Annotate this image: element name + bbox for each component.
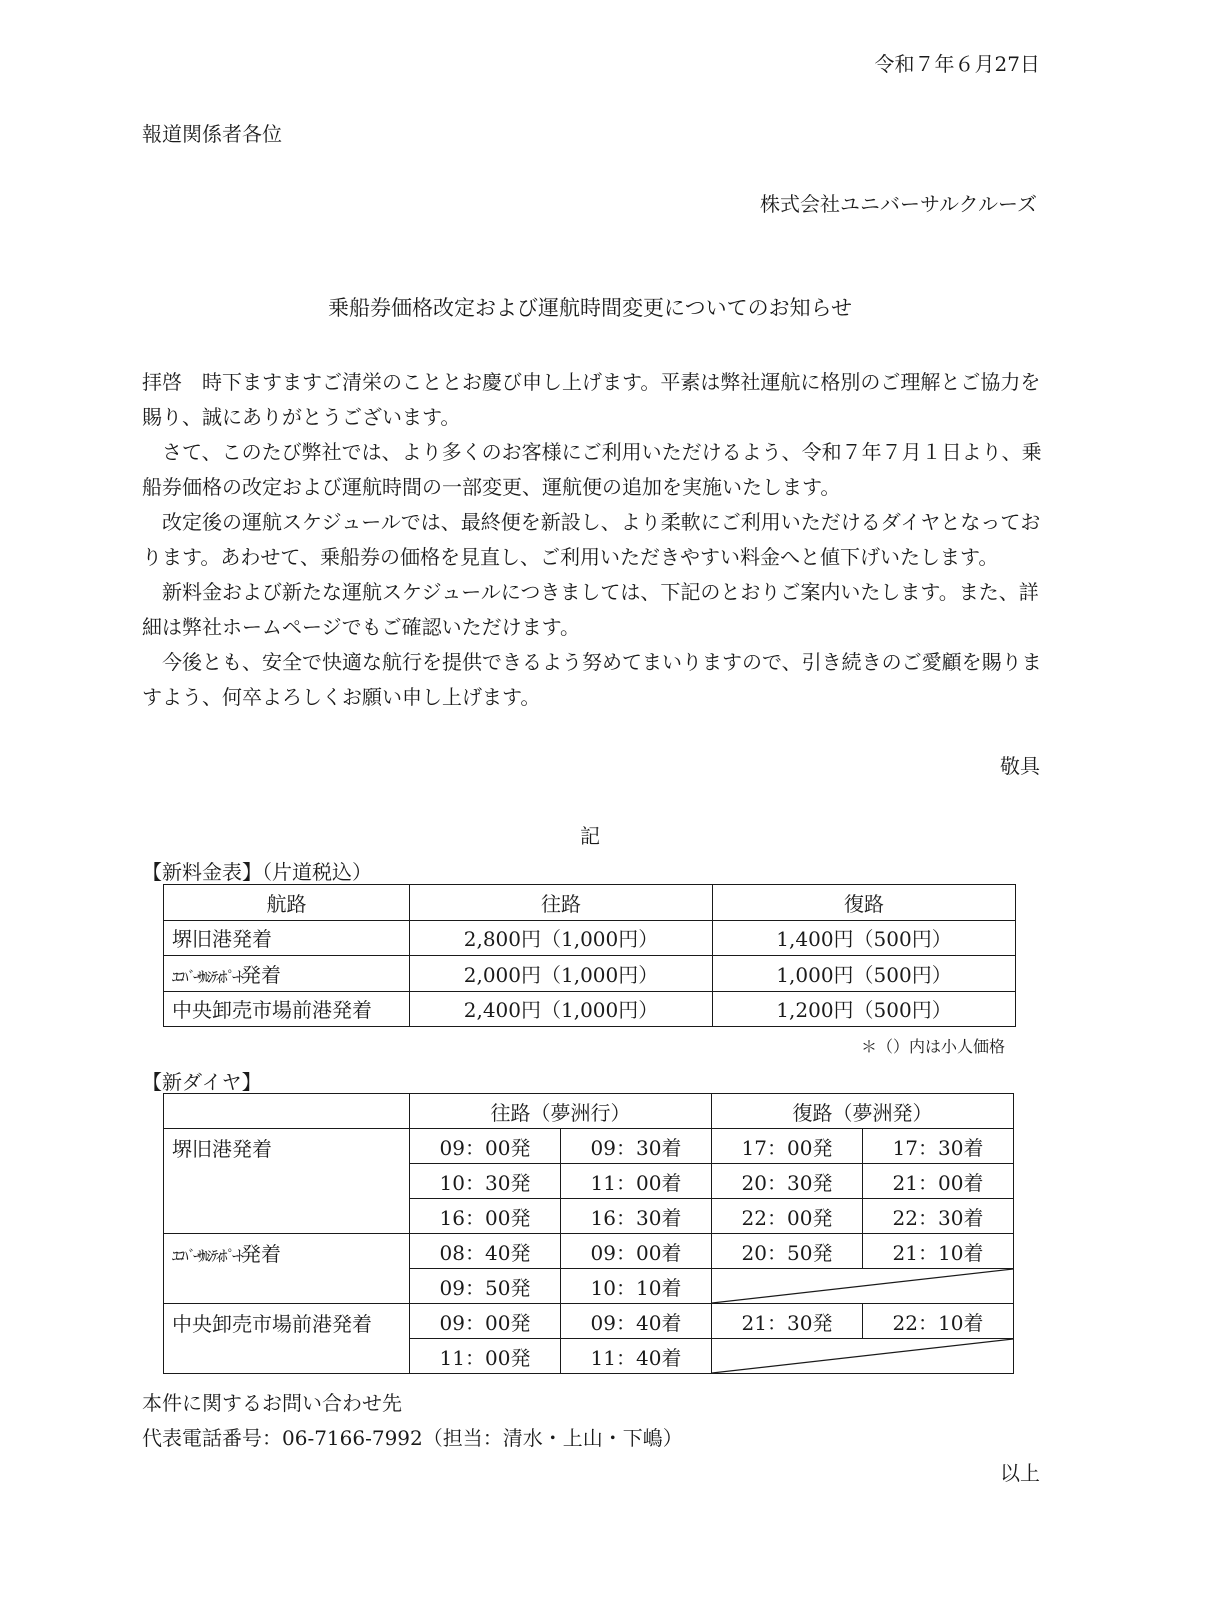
time-cell: 09：50発: [410, 1269, 561, 1304]
return-fare: 1,000円（500円）: [713, 956, 1016, 992]
outbound-fare: 2,400円（1,000円）: [410, 991, 713, 1027]
header-route: 航路: [164, 885, 410, 921]
schedule-heading: 【新ダイヤ】: [142, 1070, 262, 1094]
document-date: 令和７年６月27日: [874, 52, 1040, 76]
table-header-row: [164, 1094, 1014, 1129]
table-row: [164, 956, 1016, 992]
diagonal-strike: [712, 1269, 1013, 1303]
header-outbound: 往路: [410, 885, 713, 921]
time-cell: 16：00発: [410, 1199, 561, 1234]
route-cell: [164, 956, 410, 992]
route-suffix: 発着: [241, 1242, 282, 1266]
time-cell: 10：10着: [561, 1269, 712, 1304]
time-cell: 17：00発: [712, 1129, 863, 1164]
table-row: [164, 991, 1016, 1027]
header-return: 復路: [713, 885, 1016, 921]
fare-table-heading: 【新料金表】（片道税込）: [142, 860, 372, 884]
header-empty: [164, 1094, 410, 1129]
time-cell: 11：00着: [561, 1164, 712, 1199]
return-fare: 1,400円（500円）: [713, 920, 1016, 956]
time-cell: 09：00発: [410, 1304, 561, 1339]
paragraph-closing: 今後とも、安全で快適な航行を提供できるよう努めてまいりますので、引き続きのご愛顧を賜りますよう、何卒よろしくお願い申し上げます。: [142, 650, 1042, 709]
schedule-table: [163, 1093, 1014, 1374]
fare-table: [163, 884, 1016, 1027]
paragraph-schedule: 改定後の運航スケジュールでは、最終便を新設し、より柔軟にご利用いただけるダイヤとなっております。あわせて、乗船券の価格を見直し、ご利用いただきやすい料金へと値下げいたします。: [142, 510, 1041, 569]
no-service-cell: [712, 1339, 1014, 1374]
time-cell: 17：30着: [863, 1129, 1014, 1164]
child-price-note: ＊（）内は小人価格: [860, 1037, 1005, 1056]
time-cell: 22：10着: [863, 1304, 1014, 1339]
time-cell: 20：30発: [712, 1164, 863, 1199]
paragraph-announcement: さて、このたび弊社では、より多くのお客様にご利用いただけるよう、令和７年７月１日より、乗船券価格の改定および運航時間の一部変更、運航便の追加を実施いたします。: [142, 440, 1042, 499]
contact-phone: 代表電話番号：06-7166-7992（担当：清水・上山・下嶋）: [142, 1426, 683, 1450]
time-cell: 10：30発: [410, 1164, 561, 1199]
table-row: [164, 1234, 1014, 1269]
company-name: 株式会社ユニバーサルクルーズ: [760, 192, 1037, 216]
ki-marker: 記: [580, 824, 600, 848]
no-service-cell: [712, 1269, 1014, 1304]
header-return: 復路（夢洲発）: [712, 1094, 1014, 1129]
route-cell: 堺旧港発着: [164, 1129, 410, 1234]
route-cell: [164, 1234, 410, 1304]
route-cell: 中央卸売市場前港発着: [164, 991, 410, 1027]
paragraph-details: 新料金および新たな運航スケジュールにつきましては、下記のとおりご案内いたします。また、詳細は弊社ホームページでもご確認いただけます。: [142, 580, 1039, 639]
time-cell: 21：00着: [863, 1164, 1014, 1199]
outbound-fare: 2,000円（1,000円）: [410, 956, 713, 992]
time-cell: 09：30着: [561, 1129, 712, 1164]
route-name-narrow: ﾕﾆﾊﾞｰｻﾙｼﾃｨﾎﾟｰﾄ: [172, 967, 242, 986]
route-cell: 堺旧港発着: [164, 920, 410, 956]
time-cell: 21：30発: [712, 1304, 863, 1339]
paragraph-greeting: 拝啓 時下ますますご清栄のこととお慶び申し上げます。平素は弊社運航に格別のご理解とご協力を賜り、誠にありがとうございます。: [142, 370, 1041, 429]
time-cell: 11：40着: [561, 1339, 712, 1374]
return-fare: 1,200円（500円）: [713, 991, 1016, 1027]
outbound-fare: 2,800円（1,000円）: [410, 920, 713, 956]
body-text: [142, 365, 1042, 715]
table-row: [164, 1129, 1014, 1164]
time-cell: 09：00着: [561, 1234, 712, 1269]
time-cell: 09：00発: [410, 1129, 561, 1164]
closing-keigu: 敬具: [1000, 754, 1040, 778]
route-cell: 中央卸売市場前港発着: [164, 1304, 410, 1374]
time-cell: 22：00発: [712, 1199, 863, 1234]
document-title: 乗船券価格改定および運航時間変更についてのお知らせ: [328, 296, 852, 320]
route-name-narrow: ﾕﾆﾊﾞｰｻﾙｼﾃｨﾎﾟｰﾄ: [172, 1247, 242, 1265]
table-row: [164, 1304, 1014, 1339]
time-cell: 08：40発: [410, 1234, 561, 1269]
time-cell: 21：10着: [863, 1234, 1014, 1269]
contact-label: 本件に関するお問い合わせ先: [142, 1391, 402, 1415]
time-cell: 16：30着: [561, 1199, 712, 1234]
route-suffix: 発着: [241, 962, 282, 987]
end-marker: 以上: [1000, 1461, 1040, 1485]
header-outbound: 往路（夢洲行）: [410, 1094, 712, 1129]
table-header-row: [164, 885, 1016, 921]
time-cell: 20：50発: [712, 1234, 863, 1269]
diagonal-strike: [712, 1339, 1013, 1373]
table-row: [164, 920, 1016, 956]
time-cell: 22：30着: [863, 1199, 1014, 1234]
time-cell: 09：40着: [561, 1304, 712, 1339]
addressee: 報道関係者各位: [142, 122, 282, 146]
time-cell: 11：00発: [410, 1339, 561, 1374]
